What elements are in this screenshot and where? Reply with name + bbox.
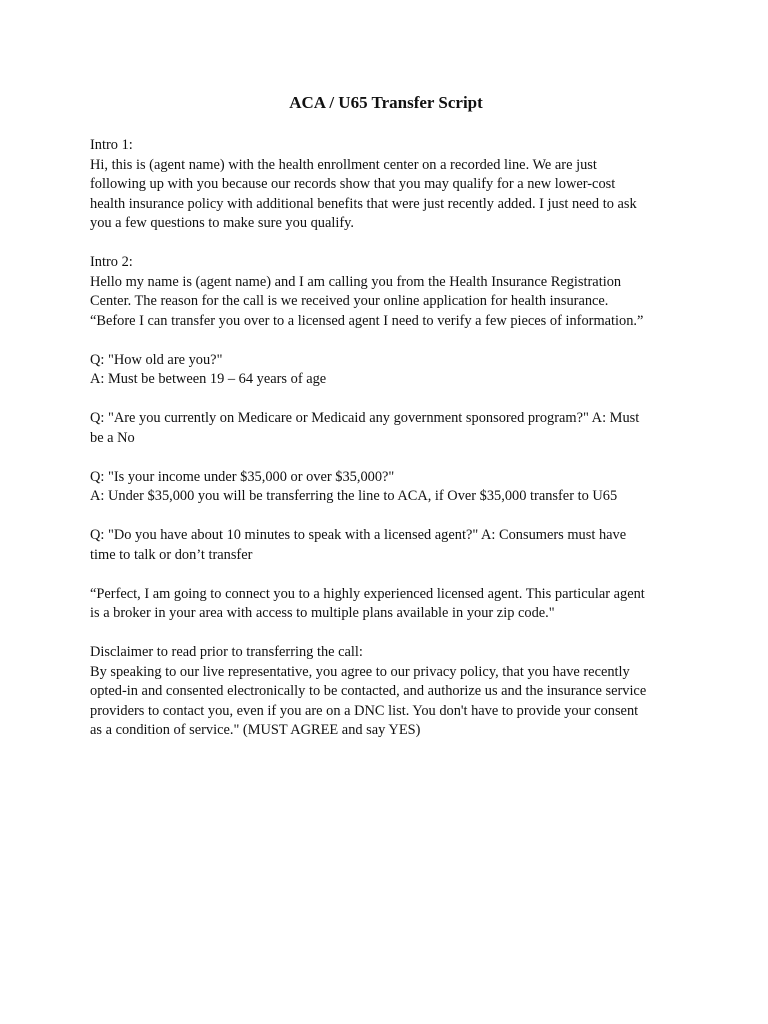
text-line: as a condition of service." (MUST AGREE and say YES)	[90, 722, 421, 738]
question-line: Q: "Is your income under $35,000 or over $35,000?"	[90, 468, 395, 485]
question-line: Q: "How old are you?"	[90, 351, 223, 368]
section-intro-1	[90, 136, 682, 234]
section-heading: Intro 1:	[90, 137, 133, 153]
question-line: Q: "Do you have about 10 minutes to speak with a licensed agent?" A: Consumers must have	[90, 527, 627, 543]
text-line: Center. The reason for the call is we received your online application for health insurance.	[90, 293, 609, 309]
text-line: Hi, this is (agent name) with the health enrollment center on a recorded line. We are just	[90, 156, 597, 173]
question-line: Q: "Are you currently on Medicare or Medicaid any government sponsored program?" A: Must	[90, 410, 640, 426]
document-title: ACA / U65 Transfer Script	[289, 93, 483, 112]
answer-line: be a No	[90, 429, 135, 446]
section-heading: Intro 2:	[90, 254, 133, 270]
transfer-statement	[90, 585, 682, 624]
question-income	[90, 468, 682, 507]
question-age	[90, 351, 682, 390]
section-heading: Disclaimer to read prior to transferring the call:	[90, 644, 363, 660]
text-line: “Perfect, I am going to connect you to a highly experienced licensed agent. This particular agent	[90, 585, 645, 602]
text-line: “Before I can transfer you over to a licensed agent I need to verify a few pieces of information.”	[90, 312, 644, 329]
document-page	[90, 92, 682, 760]
answer-line: A: Must be between 19 – 64 years of age	[90, 371, 327, 387]
answer-line: time to talk or don’t transfer	[90, 546, 253, 563]
text-line: health insurance policy with additional benefits that were just recently added. I just need to ask	[90, 195, 637, 212]
text-line: following up with you because our records show that you may qualify for a new lower-cost	[90, 176, 616, 192]
text-line: is a broker in your area with access to multiple plans available in your zip code."	[90, 605, 555, 621]
question-time	[90, 526, 682, 565]
text-line: you a few questions to make sure you qualify.	[90, 215, 355, 231]
section-disclaimer	[90, 643, 682, 741]
section-intro-2	[90, 253, 682, 331]
text-line: Hello my name is (agent name) and I am calling you from the Health Insurance Registration	[90, 273, 622, 290]
text-line: By speaking to our live representative, you agree to our privacy policy, that you have recently	[90, 663, 630, 680]
question-medicare	[90, 409, 682, 448]
text-line: providers to contact you, even if you are on a DNC list. You don't have to provide your consent	[90, 702, 639, 719]
text-line: opted-in and consented electronically to be contacted, and authorize us and the insurance service	[90, 683, 647, 699]
answer-line: A: Under $35,000 you will be transferring the line to ACA, if Over $35,000 transfer to U65	[90, 488, 618, 504]
